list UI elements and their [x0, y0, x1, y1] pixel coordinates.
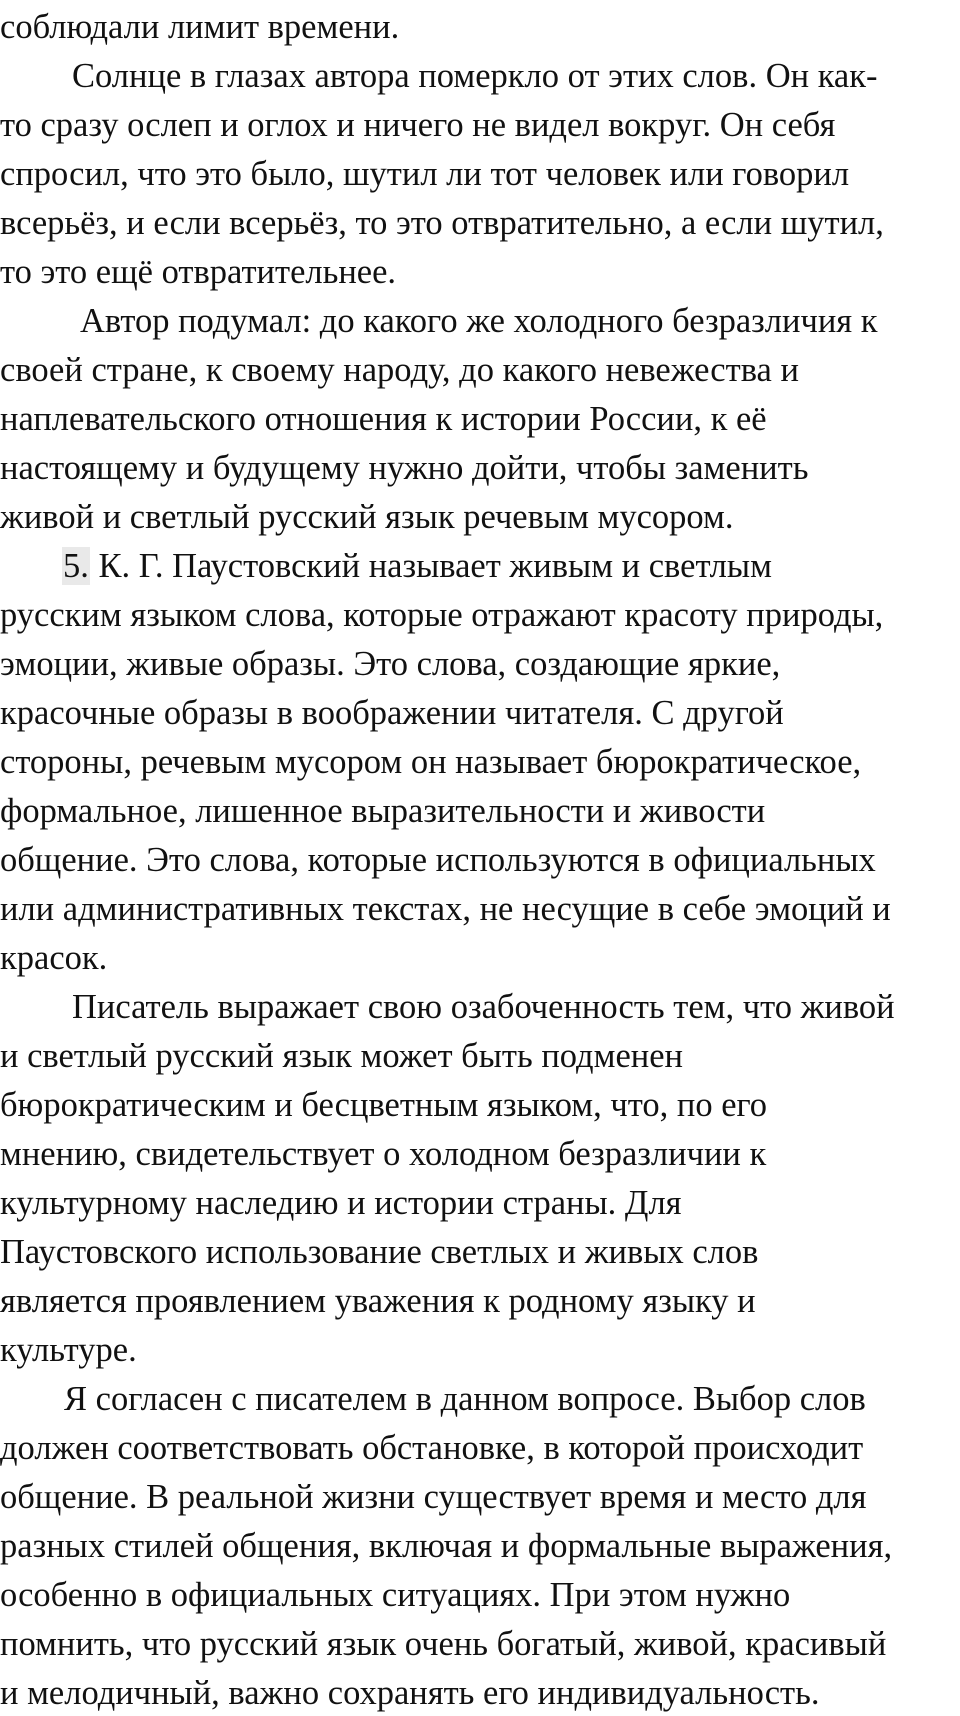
text-line: живой и светлый русский язык речевым мусором.	[0, 498, 734, 536]
text-line: общение. В реальной жизни существует время и место для	[0, 1478, 867, 1516]
item-number: 5.	[63, 547, 89, 585]
text-line: культуре.	[0, 1331, 137, 1369]
text-line: русским языком слова, которые отражают красоту природы,	[0, 596, 884, 634]
text-line: мнению, свидетельствует о холодном безразличии к	[0, 1135, 767, 1173]
text-line: спросил, что это было, шутил ли тот человек или говорил	[0, 155, 850, 193]
text-line: наплевательского отношения к истории России, к её	[0, 400, 767, 438]
text-line: то это ещё отвратительнее.	[0, 253, 397, 291]
text-line: стороны, речевым мусором он называет бюрократическое,	[0, 743, 862, 781]
text-line: Солнце в глазах автора померкло от этих слов. Он как-	[72, 57, 878, 95]
text-line: настоящему и будущему нужно дойти, чтобы заменить	[0, 449, 809, 487]
text-line: Автор подумал: до какого же холодного безразличия к	[80, 302, 878, 340]
text-line: К. Г. Паустовский называет живым и светлым	[98, 547, 772, 585]
text-line: Я согласен с писателем в данном вопросе. Выбор слов	[64, 1380, 866, 1418]
text-line: бюрократическим и бесцветным языком, что, по его	[0, 1086, 768, 1124]
text-line: эмоции, живые образы. Это слова, создающие яркие,	[0, 645, 781, 683]
text-line: общение. Это слова, которые используются в официальных	[0, 841, 876, 879]
text-line: всерьёз, и если всерьёз, то это отвратительно, а если шутил,	[0, 204, 884, 242]
text-line: то сразу ослеп и оглох и ничего не видел вокруг. Он себя	[0, 106, 836, 144]
text-line: помнить, что русский язык очень богатый, живой, красивый	[0, 1625, 887, 1663]
text-line: должен соответствовать обстановке, в которой происходит	[0, 1429, 864, 1467]
text-line: разных стилей общения, включая и формальные выражения,	[0, 1527, 893, 1565]
text-line: соблюдали лимит времени.	[0, 8, 400, 46]
text-line: Паустовского использование светлых и живых слов	[0, 1233, 759, 1271]
text-line: красок.	[0, 939, 108, 977]
text-line: и мелодичный, важно сохранять его индивидуальность.	[0, 1674, 820, 1712]
text-line: и светлый русский язык может быть подменен	[0, 1037, 683, 1075]
text-line: является проявлением уважения к родному языку и	[0, 1282, 756, 1320]
text-line: или административных текстах, не несущие в себе эмоций и	[0, 890, 891, 928]
text-line: Писатель выражает свою озабоченность тем, что живой	[72, 988, 895, 1026]
text-line: своей стране, к своему народу, до какого невежества и	[0, 351, 799, 389]
text-line: культурному наследию и истории страны. Для	[0, 1184, 682, 1222]
text-line: формальное, лишенное выразительности и живости	[0, 792, 766, 830]
text-line: особенно в официальных ситуациях. При этом нужно	[0, 1576, 791, 1614]
text-line: красочные образы в воображении читателя. С другой	[0, 694, 784, 732]
numbered-item-line	[62, 549, 772, 584]
